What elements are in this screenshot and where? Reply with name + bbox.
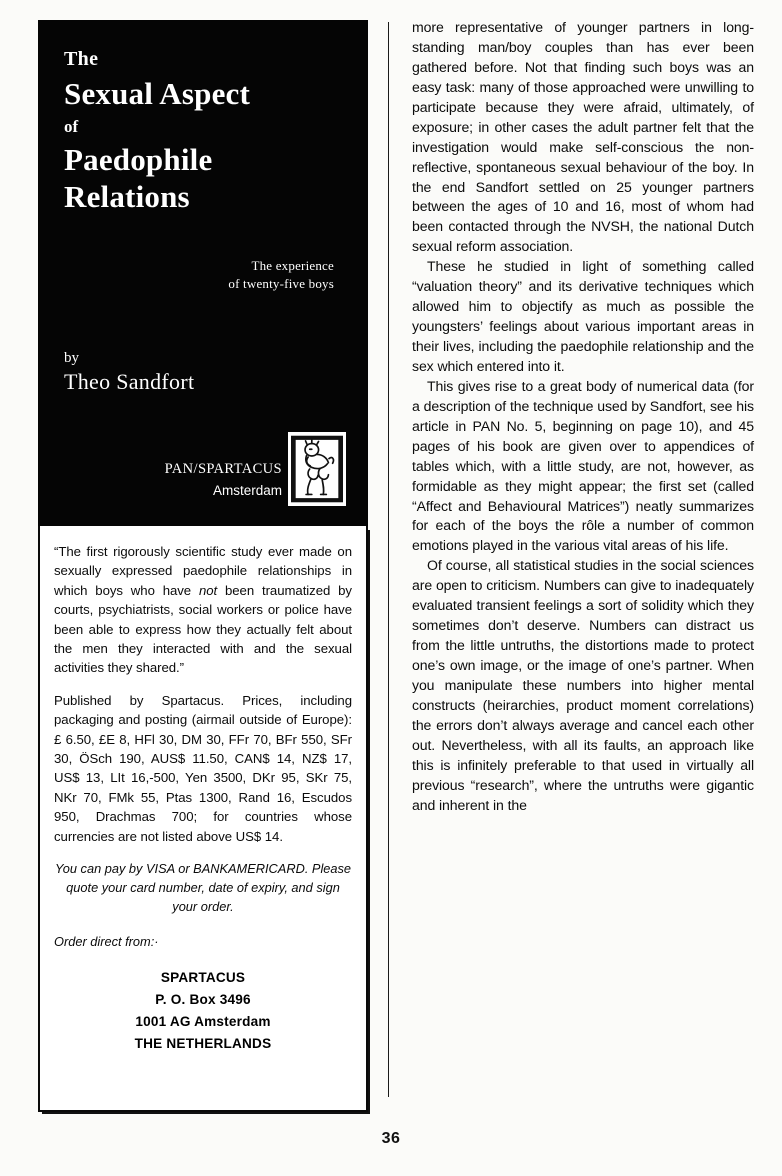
article-paragraph: This gives rise to a great body of numerical data (for a description of the technique used by Sandfort, see his article in PAN No. 5, beginning on page 10), and 45 pages of his book are given over to appendices of tables which, with a little study, are not, however, as formidable as they might appear; the first set (called “Affect and Behavioural Matrices”) neatly summarizes for each of the boys the rôle a number of common emotions played in the various vital areas of his life. — [412, 377, 754, 554]
satyr-logo-icon — [288, 432, 346, 506]
cover-subtitle-line-1: The experience — [251, 258, 334, 274]
book-advertisement — [38, 20, 368, 1112]
article-column — [412, 18, 754, 816]
cover-subtitle-line-2: of twenty-five boys — [228, 276, 334, 292]
address-line-country: THE NETHERLANDS — [134, 1035, 272, 1051]
address-line-city: 1001 AG Amsterdam — [135, 1013, 271, 1029]
cover-title-of-word: of — [64, 116, 79, 136]
cover-title-article-word: The — [64, 48, 99, 70]
book-cover-image — [38, 20, 368, 526]
order-address — [54, 967, 352, 1055]
cover-title-line-1: Sexual Aspect — [64, 76, 251, 111]
cover-imprint-text — [165, 459, 288, 506]
cover-title-line-3: Relations — [64, 178, 190, 214]
cover-author-name: Theo Sandfort — [64, 368, 195, 394]
article-paragraph: Of course, all statistical studies in the social sciences are open to criticism. Numbers can give to inadequately evaluated transient feelings a sort of solidity which they sometimes don’t deserve. Numbers can distract us from the little untruths, the distortions made to protect one’s own image, or the image of one’s partner. When you manipulate these numbers into higher mental constructs (heirarchies, product moment correlations) the errors don’t always average and cancel each other out. Nevertheless, with all its faults, an approach like this is infinitely preferable to that used in virtually all previous “research”, where the untruths were gigantic and inherent in the — [412, 557, 754, 813]
review-quote-emphasis: not — [198, 582, 218, 598]
review-quote-part-2: been traumatized by courts, psychiatrists, social workers or police have been able to express how they actually felt about the men they interacted with and the sexual activities they shared.” — [54, 582, 352, 676]
column-divider — [388, 22, 389, 1097]
article-paragraph: more representative of younger partners in long-standing man/boy couples than has ever been gathered before. Not that finding such boys was an easy task: many of those approached were unwilling to participate because they were afraid, ultimately, of exposure; in other cases the adult partner felt that the investigation would make self-conscious the non-reflective, spontaneous sexual behaviour of the boy. In the end Sandfort settled on 25 younger partners between the ages of 10 and 16, most of whom had been contacted through the NVSH, the national Dutch sexual reform association. — [412, 19, 754, 255]
article-paragraph: These he studied in light of something called “valuation theory” and its derivative techniques which allowed him to objectify as much as possible the youngsters’ feelings about various important areas in their lives, including the paedophile relationship and the sex which entered into it. — [412, 258, 754, 374]
page-number: 36 — [381, 1130, 401, 1147]
publisher-imprint: PAN/SPARTACUS — [164, 460, 282, 477]
review-quote-part-1: “The first rigorously scientific study ever made on sexually expressed paedophile relationships in which boys who have — [54, 544, 352, 598]
order-direct-label: Order direct from:· — [54, 933, 159, 949]
payment-note: You can pay by VISA or BANKAMERICARD. Please quote your card number, date of expiry, and sign your order. — [54, 861, 352, 915]
cover-byline — [64, 349, 342, 397]
advertisement-copy-panel — [38, 526, 368, 1112]
cover-imprint-row — [64, 432, 346, 506]
address-line-pobox: P. O. Box 3496 — [155, 991, 251, 1007]
review-quote — [54, 542, 352, 678]
cover-by-label: by — [64, 349, 79, 366]
cover-subtitle — [64, 257, 342, 292]
publisher-city: Amsterdam — [212, 483, 282, 499]
prices-paragraph: Published by Spartacus. Prices, including packaging and posting (airmail outside of Europe): £ 6.50, £E 8, HFl 30, DM 30, FFr 70, BFr 550, SFr 30, ÖSch 190, AUS$ 11.50, CAN$ 14, NZ$ 17, US$ 13, LIt 16,-500, Yen 3500, DKr 95, SKr 75, NKr 70, FMk 55, Ptas 1300, Rand 16, Escudos 950, Drachmas 700; for countries whose currencies are not listed above US$ 14. — [54, 692, 352, 844]
address-line-company: SPARTACUS — [160, 969, 246, 985]
cover-title-line-2: Paedophile — [64, 142, 213, 178]
